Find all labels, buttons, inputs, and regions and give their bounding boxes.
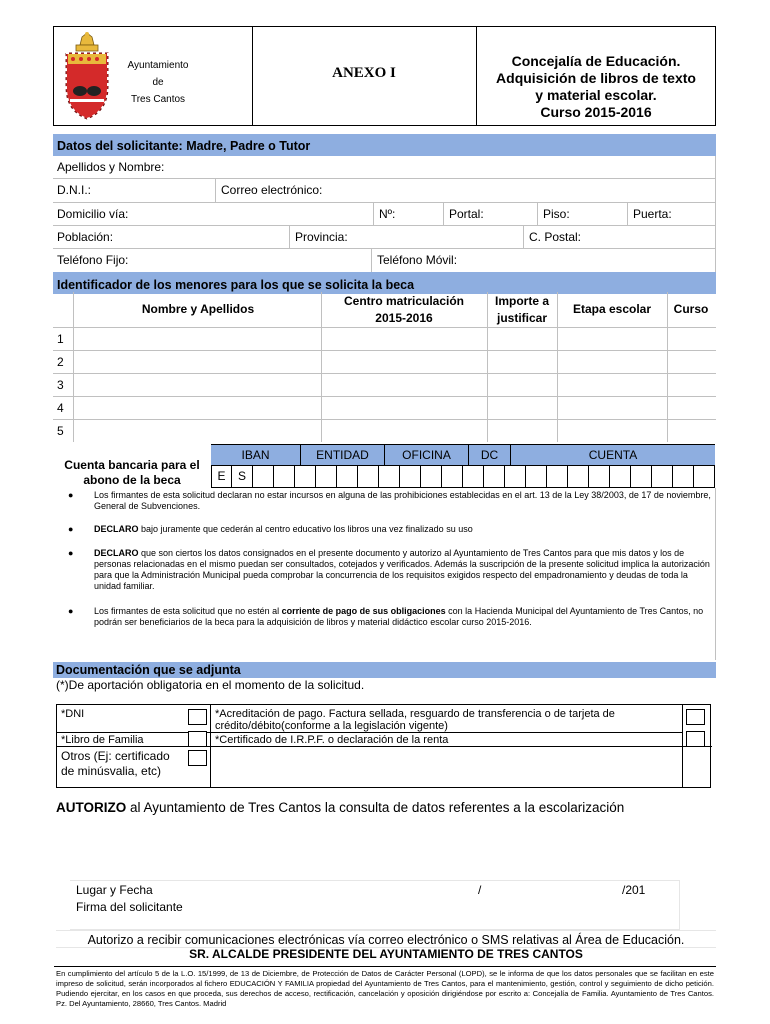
col-centro-2: 2015-2016 [375, 311, 433, 325]
divider [321, 374, 322, 396]
iban-digit-cell[interactable] [547, 466, 568, 487]
dc-header: DC [469, 445, 511, 465]
divider [487, 397, 488, 419]
banco-label-1: Cuenta bancaria para el [64, 458, 200, 472]
iban-digit-cell[interactable] [505, 466, 526, 487]
menor-row-number: 1 [57, 332, 64, 346]
iban-digit-cell[interactable] [337, 466, 358, 487]
header-logo-cell [54, 27, 253, 125]
iban-digit-cell[interactable] [673, 466, 694, 487]
concejalia-line-2: Adquisición de libros de texto [496, 70, 696, 86]
firma-label: Firma del solicitante [76, 900, 183, 914]
iban-digit-cell[interactable] [295, 466, 316, 487]
col-importe-1: Importe a [494, 294, 549, 308]
poblacion-row [53, 226, 715, 249]
iban-digit-cell[interactable] [610, 466, 631, 487]
divider [210, 732, 682, 733]
puerta-label: Puerta: [633, 207, 672, 221]
bullet-icon: ● [68, 490, 74, 500]
divider [73, 292, 74, 327]
divider [321, 351, 322, 373]
divider [487, 420, 488, 442]
telmovil-label: Teléfono Móvil: [377, 253, 458, 267]
menor-row[interactable] [53, 419, 716, 442]
declaracion-4-text-a: Los firmantes de esta solicitud que no estén al [94, 606, 282, 616]
col-importe-2: justificar [496, 311, 547, 325]
iban-header: IBAN [211, 445, 301, 465]
declaracion-2-text: bajo juramente que cederán al centro educativo los libros una vez finalizado su uso [138, 524, 473, 534]
dni-label: D.N.I.: [57, 183, 92, 197]
iban-digit-cell[interactable] [694, 466, 715, 487]
autorizo-consulta [56, 800, 624, 815]
menor-row[interactable] [53, 396, 716, 419]
banco-section [53, 444, 716, 488]
acreditacion-checkbox[interactable] [686, 709, 705, 725]
firma-box [70, 880, 680, 930]
col-nombre: Nombre y Apellidos [141, 302, 255, 316]
iban-digit-cell[interactable] [400, 466, 421, 487]
col-centro-1: Centro matriculación [343, 294, 465, 308]
anexo-title: ANEXO I [332, 65, 396, 81]
solicitante-section-title: Datos del solicitante: Madre, Padre o Tutor [53, 134, 716, 156]
lopd-notice: En cumplimiento del artículo 5 de la L.O. 15/1999, de 13 de Diciembre, de Protección de Datos de Carácter Personal (LOPD), se le informa de que los datos personales que se facilitan en este impreso de solicitud, serán incorporados al fichero EDUCACIÓN Y FAMILIA propiedad del Ayuntamiento de Tres Cantos, para el mantenimiento, gestión, control y seguimiento de dicho petición. Pudiendo ejercitar, en los casos en que proceda, sus derechos de acceso, rectificación, cancelación y oposición dirigiéndose por escrito a: Concejalía de Familia. Ayuntamiento de Tres Cantos. Pz. Del Ayuntamiento, 28660, Tres Cantos. Madrid [56, 969, 714, 1008]
divider [57, 746, 712, 747]
dni-correo-row [53, 179, 715, 203]
libro-checkbox[interactable] [188, 731, 207, 747]
divider [73, 374, 74, 396]
dni-checkbox[interactable] [188, 709, 207, 725]
menor-row-number: 3 [57, 378, 64, 392]
iban-digit-cell[interactable] [379, 466, 400, 487]
poblacion-label: Población: [57, 230, 114, 244]
banco-header [211, 444, 715, 466]
divider [557, 328, 558, 350]
domicilio-row [53, 203, 715, 226]
divider [557, 374, 558, 396]
iban-input-row[interactable] [211, 466, 715, 488]
header-concejalia-cell [476, 27, 716, 125]
fecha-year: /201 [622, 883, 646, 897]
menor-row-number: 2 [57, 355, 64, 369]
declaracion-3-bold: DECLARO [94, 548, 139, 558]
autorizo-text: al Ayuntamiento de Tres Cantos la consulta de datos referentes a la escolarización [126, 800, 625, 815]
menor-row-number: 4 [57, 401, 64, 415]
divider [523, 226, 524, 248]
declaracion-2 [68, 524, 714, 535]
iban-digit-cell[interactable] [631, 466, 652, 487]
domicilio-label: Domicilio vía: [57, 207, 129, 221]
footer-divider [54, 966, 716, 967]
divider [443, 203, 444, 225]
iban-digit-cell[interactable] [589, 466, 610, 487]
bullet-icon: ● [68, 606, 74, 616]
declaracion-1-text: Los firmantes de esta solicitud declaran no estar incursos en alguna de las prohibiciones establecidas en el art. 13 de la Ley 38/2003, de 17 de noviembre, General de Subvenciones. [94, 490, 711, 511]
divider [667, 351, 668, 373]
telefono-row [53, 249, 715, 272]
iban-digit-cell[interactable] [568, 466, 589, 487]
divider [487, 292, 488, 327]
bullet-icon: ● [68, 524, 74, 534]
divider [321, 397, 322, 419]
header-anexo-cell [252, 27, 477, 125]
iban-digit-cell[interactable] [274, 466, 295, 487]
banco-label-2: abono de la beca [83, 473, 181, 487]
oficina-header: OFICINA [385, 445, 469, 465]
divider [487, 351, 488, 373]
divider [557, 351, 558, 373]
documentacion-nota: (*)De aportación obligatoria en el momento de la solicitud. [56, 678, 365, 692]
menor-row[interactable] [53, 373, 716, 396]
divider [289, 226, 290, 248]
declaracion-4-text-b: con la Hacienda Municipal del Ayuntamiento de Tres Cantos, no podrán ser beneficiarios de la beca para la adquisición de libros y material didáctico escolar curso 2015-2016. [94, 606, 704, 627]
divider [487, 328, 488, 350]
declaracion-2-bold: DECLARO [94, 524, 139, 534]
divider [627, 203, 628, 225]
dni-doc-label: *DNI [61, 708, 85, 720]
divider [321, 292, 322, 327]
declaracion-1 [68, 490, 714, 512]
entidad-header: ENTIDAD [301, 445, 385, 465]
col-etapa: Etapa escolar [572, 302, 652, 316]
divider [667, 420, 668, 442]
divider [667, 292, 668, 327]
apellidos-label: Apellidos y Nombre: [57, 160, 165, 174]
coat-of-arms-icon [58, 31, 116, 121]
concejalia-line-1: Concejalía de Educación. [511, 53, 681, 69]
concejalia-line-4: Curso 2015-2016 [540, 104, 652, 120]
divider [73, 397, 74, 419]
declaracion-4-bold: corriente de pago de sus obligaciones [281, 606, 446, 616]
ayuntamiento-line-1: Ayuntamiento [127, 60, 189, 71]
irpf-doc-label: *Certificado de I.R.P.F. o declaración de la renta [215, 734, 449, 746]
divider [321, 328, 322, 350]
iban-digit-cell[interactable] [316, 466, 337, 487]
iban-digit-cell[interactable] [652, 466, 673, 487]
portal-label: Portal: [449, 207, 484, 221]
menor-row[interactable] [53, 327, 716, 350]
form-header [53, 26, 716, 126]
acreditacion-doc-label: *Acreditación de pago. Factura sellada, resguardo de transferencia o de tarjeta de crédito/débito(conforme a la legislación vigente) [215, 708, 615, 732]
divider [667, 374, 668, 396]
solicitante-fields [53, 156, 716, 272]
declaracion-4 [68, 606, 714, 628]
correo-label: Correo electrónico: [221, 183, 323, 197]
irpf-checkbox[interactable] [686, 731, 705, 747]
divider [321, 420, 322, 442]
menor-row[interactable] [53, 350, 716, 373]
cpostal-label: C. Postal: [529, 230, 582, 244]
numero-label: Nº: [379, 207, 396, 221]
bullet-icon: ● [68, 548, 74, 558]
banco-label [53, 458, 211, 488]
divider [73, 420, 74, 442]
piso-label: Piso: [543, 207, 570, 221]
iban-digit-cell[interactable] [463, 466, 484, 487]
divider [557, 397, 558, 419]
iban-digit-cell[interactable] [421, 466, 442, 487]
documentacion-section-title: Documentación que se adjunta [53, 662, 716, 678]
divider [215, 179, 216, 202]
iban-digit-cell[interactable]: E [211, 466, 232, 487]
fecha-slash: / [478, 883, 482, 897]
declaracion-3 [68, 548, 714, 592]
otros-doc-label: Otros (Ej: certificado de minúsvalia, etc) [61, 749, 170, 778]
divider [557, 420, 558, 442]
iban-digit-cell[interactable] [526, 466, 547, 487]
menores-table [53, 292, 716, 444]
divider [487, 374, 488, 396]
ayuntamiento-line-3: Tres Cantos [130, 94, 186, 105]
divider [371, 249, 372, 272]
divider [557, 292, 558, 327]
autorizo-bold: AUTORIZO [56, 800, 127, 815]
provincia-label: Provincia: [295, 230, 348, 244]
declaracion-3-text: que son ciertos los datos consignados en el presente documento y autorizo al Ayuntamiento de Tres Cantos para que mis datos y los de personas relacionadas en el mismo puedan ser consultados, cotejados y verificados. Además la suscripción de la presente solicitud implica la autorización para que la Administración Municipal pueda comprobar la concurrencia de los requisitos exigidos respecto del empadronamiento y deudas de toda la unidad familiar. [94, 548, 710, 591]
alcalde-destinatario: SR. ALCALDE PRESIDENTE DEL AYUNTAMIENTO DE TRES CANTOS [189, 947, 583, 961]
iban-digit-cell[interactable]: S [232, 466, 253, 487]
divider [73, 328, 74, 350]
divider [667, 328, 668, 350]
ayuntamiento-line-2: de [152, 77, 164, 88]
autorizo-comunicaciones: Autorizo a recibir comunicaciones electrónicas vía correo electrónico o SMS relativas al Área de Educación. [56, 930, 716, 948]
iban-digit-cell[interactable] [484, 466, 505, 487]
col-curso: Curso [673, 302, 709, 316]
menores-section-title: Identificador de los menores para los que se solicita la beca [53, 272, 716, 294]
documentacion-table [56, 704, 711, 788]
concejalia-line-3: y material escolar. [535, 87, 657, 103]
iban-digit-cell[interactable] [442, 466, 463, 487]
lugar-fecha-label: Lugar y Fecha [76, 883, 153, 897]
menor-row-number: 5 [57, 424, 64, 438]
otros-checkbox[interactable] [188, 750, 207, 766]
divider [73, 351, 74, 373]
cuenta-header: CUENTA [588, 448, 638, 462]
divider [537, 203, 538, 225]
divider [373, 203, 374, 225]
iban-digit-cell[interactable] [358, 466, 379, 487]
divider [667, 397, 668, 419]
iban-digit-cell[interactable] [253, 466, 274, 487]
telfijo-label: Teléfono Fijo: [57, 253, 129, 267]
apellidos-row[interactable] [53, 156, 715, 179]
concejalia-title [476, 53, 716, 121]
libro-doc-label: *Libro de Familia [61, 734, 144, 746]
